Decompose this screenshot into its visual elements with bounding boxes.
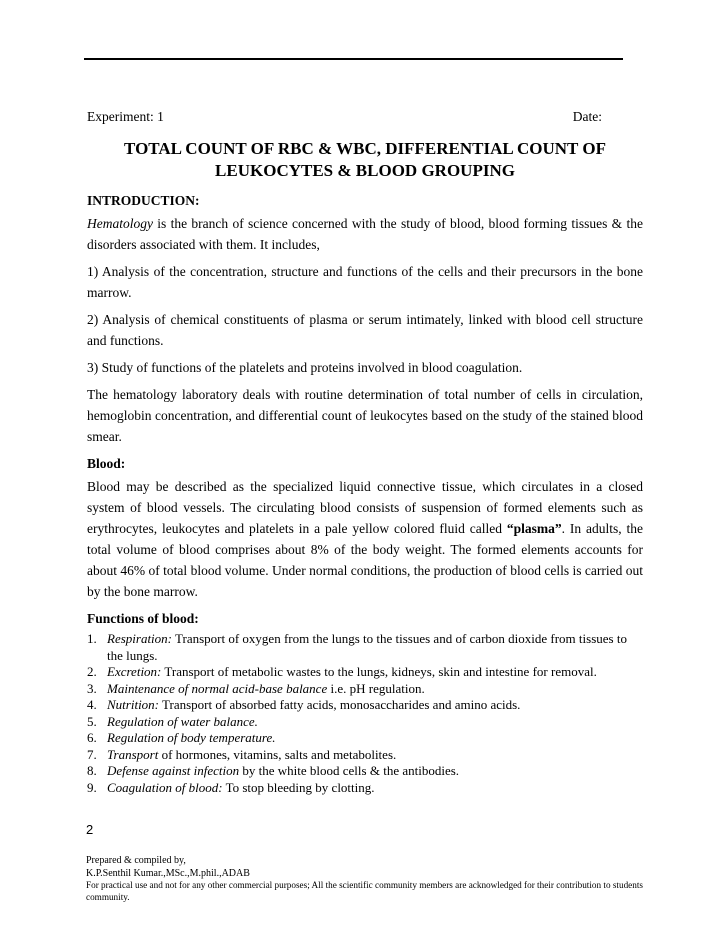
title-line-1: TOTAL COUNT OF RBC & WBC, DIFFERENTIAL COUNT OF: [124, 139, 606, 158]
hematology-term: Hematology: [87, 216, 153, 231]
list-item: 9. Coagulation of blood: To stop bleeding by clotting.: [87, 779, 375, 795]
list-item: 5. Regulation of water balance.: [87, 713, 258, 729]
document-body: [87, 190, 643, 796]
introduction-item-2: 2) Analysis of chemical constituents of plasma or serum intimately, linked with blood cell structure and functions.: [87, 312, 643, 348]
date-label: Date:: [572, 109, 602, 124]
introduction-item-3: 3) Study of functions of the platelets and proteins involved in blood coagulation.: [87, 360, 523, 375]
experiment-row: [87, 109, 602, 125]
title-line-2: LEUKOCYTES & BLOOD GROUPING: [215, 161, 515, 180]
introduction-paragraph: Hematology is the branch of science concerned with the study of blood, blood forming tissues & the disorders associated with them. It includes,: [87, 216, 643, 252]
list-item: 6. Regulation of body temperature.: [87, 730, 276, 745]
list-item: 1. Respiration: Transport of oxygen from the lungs to the tissues and of carbon dioxide from tissues to the lungs.: [87, 631, 627, 663]
footer-disclaimer: For practical use and not for any other commercial purposes; All the scientific community members are acknowledged for their contribution to students community.: [86, 880, 643, 902]
functions-list: [87, 631, 643, 796]
introduction-heading: INTRODUCTION:: [87, 193, 200, 208]
hematology-lab-paragraph: The hematology laboratory deals with routine determination of total number of cells in circulation, hemoglobin concentration, and differential count of leukocytes based on the study of the stained blood smear.: [87, 387, 643, 444]
plasma-term: “plasma”: [506, 521, 562, 536]
functions-heading: Functions of blood:: [87, 611, 199, 626]
page-footer: [86, 855, 646, 903]
blood-heading: Blood:: [87, 456, 126, 471]
blood-paragraph: Blood may be described as the specialized liquid connective tissue, which circulates in a closed system of blood vessels. The circulating blood consists of suspension of formed elements such as erythrocytes, leukocytes and platelets in a pale yellow colored fluid called “plasma”. In adults, the total volume of blood comprises about 8% of the body weight. The formed elements accounts for about 46% of total blood volume. Under normal conditions, the production of blood cells is carried out by the bone marrow.: [87, 479, 643, 599]
list-item: 8. Defense against infection by the white blood cells & the antibodies.: [87, 763, 460, 778]
list-item: 4. Nutrition: Transport of absorbed fatty acids, monosaccharides and amino acids.: [87, 697, 521, 712]
footer-author: K.P.Senthil Kumar.,MSc.,M.phil.,ADAB: [86, 867, 250, 879]
list-item: 3. Maintenance of normal acid-base balance i.e. pH regulation.: [87, 680, 425, 696]
page-title: [87, 138, 643, 182]
page-number: 2: [86, 822, 94, 837]
footer-prepared-by: Prepared & compiled by,: [86, 855, 186, 866]
header-rule: [84, 58, 623, 60]
list-item: 7. Transport of hormones, vitamins, salts and metabolites.: [87, 746, 397, 762]
experiment-label: Experiment: 1: [87, 109, 164, 124]
introduction-item-1: 1) Analysis of the concentration, structure and functions of the cells and their precursors in the bone marrow.: [87, 264, 643, 300]
list-item: 2. Excretion: Transport of metabolic wastes to the lungs, kidneys, skin and intestine for removal.: [87, 664, 597, 679]
